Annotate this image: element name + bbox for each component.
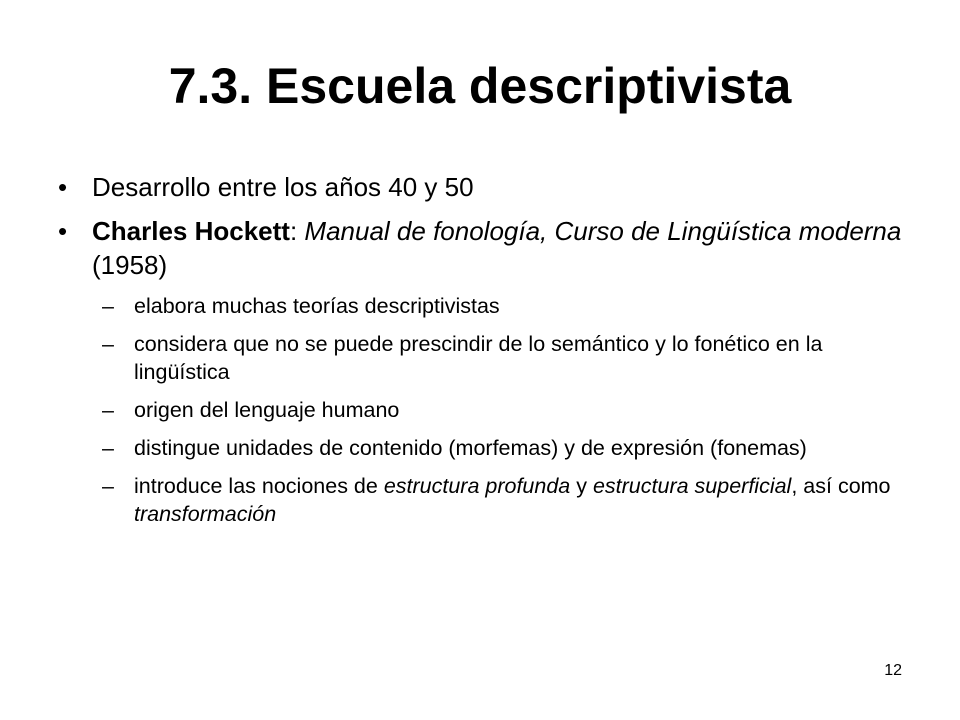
sub-text: , así como bbox=[791, 474, 891, 498]
book-titles: Manual de fonología, Curso de Lingüística moderna bbox=[304, 216, 902, 246]
bullet-marker: • bbox=[58, 216, 68, 246]
year: (1958) bbox=[92, 250, 168, 280]
bullet-list bbox=[58, 170, 918, 538]
bullet-item bbox=[58, 214, 918, 282]
bullet-item bbox=[58, 170, 918, 204]
sub-bullet-item bbox=[102, 396, 918, 424]
term-transformation: transformación bbox=[134, 502, 277, 526]
bullet-marker: • bbox=[58, 172, 68, 202]
dash-marker: – bbox=[102, 474, 114, 498]
term-surface-structure: estructura superficial bbox=[592, 474, 792, 498]
sub-bullet-text: considera que no se puede prescindir de lo semántico y lo fonético en la lingüística bbox=[134, 332, 823, 384]
author-name: Charles Hockett bbox=[92, 216, 290, 246]
sub-bullet-text: elabora muchas teorías descriptivistas bbox=[134, 294, 500, 318]
sub-bullet-item bbox=[102, 434, 918, 462]
dash-marker: – bbox=[102, 294, 114, 318]
dash-marker: – bbox=[102, 398, 114, 422]
sub-bullet-item bbox=[102, 330, 918, 386]
term-deep-structure: estructura profunda bbox=[383, 474, 571, 498]
bullet-text: Desarrollo entre los años 40 y 50 bbox=[92, 172, 474, 202]
dash-marker: – bbox=[102, 436, 114, 460]
sub-bullet-text: distingue unidades de contenido (morfemas) y de expresión (fonemas) bbox=[134, 436, 807, 460]
sub-bullet-item bbox=[102, 292, 918, 320]
slide-title: 7.3. Escuela descriptivista bbox=[168, 58, 792, 114]
dash-marker: – bbox=[102, 332, 114, 356]
sub-text: introduce las nociones de bbox=[134, 474, 384, 498]
sub-text: y bbox=[570, 474, 593, 498]
page-number: 12 bbox=[884, 662, 902, 679]
separator: : bbox=[289, 216, 305, 246]
sub-bullet-item bbox=[102, 472, 918, 528]
sub-bullet-text: origen del lenguaje humano bbox=[134, 398, 400, 422]
